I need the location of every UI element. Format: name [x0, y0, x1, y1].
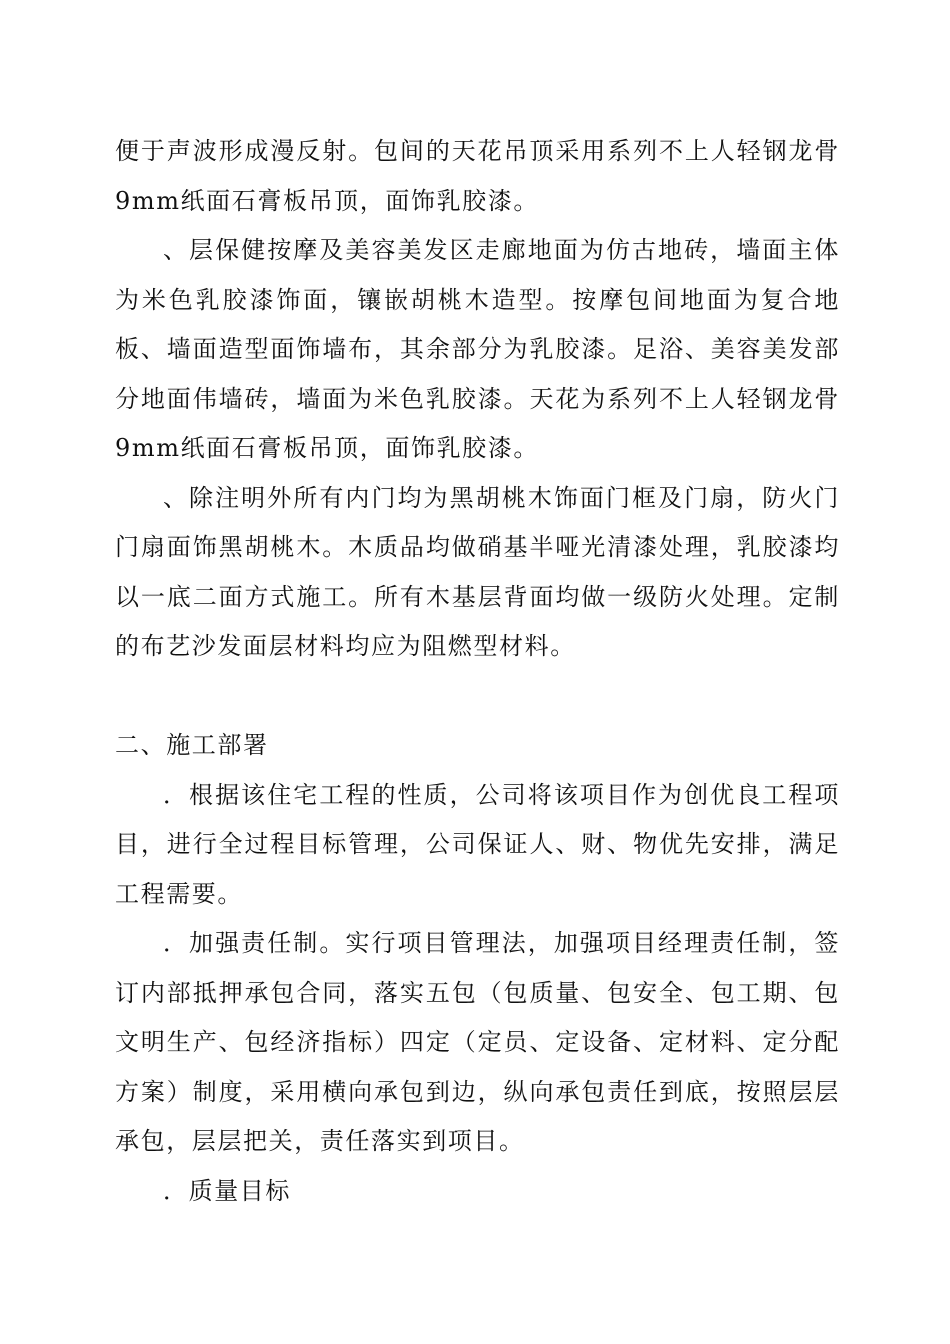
paragraph-ceiling-continuation: 便于声波形成漫反射。包间的天花吊顶采用系列不上人轻钢龙骨9mm纸面石膏板吊顶，面饰乳胶漆。 — [115, 137, 840, 215]
paragraph-massage-area: 、层保健按摩及美容美发区走廊地面为仿古地砖，墙面主体为米色乳胶漆饰面，镶嵌胡桃木造型。按摩包间地面为复合地板、墙面造型面饰墙布，其余部分为乳胶漆。足浴、美容美发部分地面伟墙砖，墙面为米色乳胶漆。天花为系列不上人轻钢龙骨9mm纸面石膏板吊顶，面饰乳胶漆。 — [115, 236, 840, 462]
section-item-project-nature: ．根据该住宅工程的性质，公司将该项目作为创优良工程项目，进行全过程目标管理，公司保证人、财、物优先安排，满足工程需要。 — [115, 780, 840, 908]
section-heading: 二、施工部署 — [115, 731, 269, 759]
section-item-quality-target: ．质量目标 — [163, 1176, 291, 1205]
document-body — [115, 127, 840, 1216]
section-item-responsibility: ．加强责任制。实行项目管理法，加强项目经理责任制，签订内部抵押承包合同，落实五包（包质量、包安全、包工期、包文明生产、包经济指标）四定（定员、定设备、定材料、定分配方案）制度，采用横向承包到边，纵向承包责任到底，按照层层承包，层层把关，责任落实到项目。 — [115, 929, 840, 1155]
paragraph-doors: 、除注明外所有内门均为黑胡桃木饰面门框及门扇，防火门门扇面饰黑胡桃木。木质品均做硝基半哑光清漆处理，乳胶漆均以一底二面方式施工。所有木基层背面均做一级防火处理。定制的布艺沙发面层材料均应为阻燃型材料。 — [115, 483, 840, 660]
